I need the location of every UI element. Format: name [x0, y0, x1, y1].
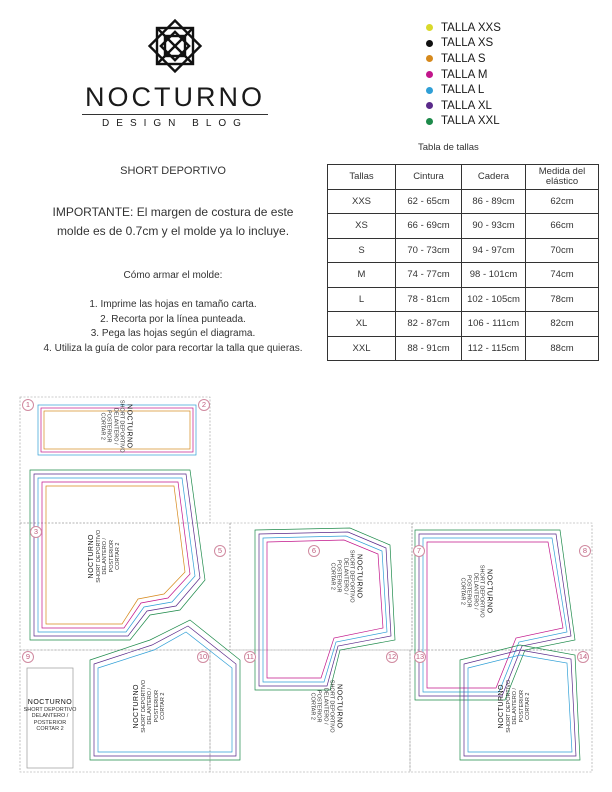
- product-title: SHORT DEPORTIVO: [120, 165, 226, 177]
- piece-label: NOCTURNO SHORT DEPORTIVO DELANTERO / POSTERIOR CORTAR 2: [329, 549, 363, 603]
- legend-item-xl: TALLA XL: [426, 98, 501, 114]
- size-table-title: Tabla de tallas: [418, 142, 479, 153]
- sheet-number: 7: [413, 545, 425, 557]
- table-cell: L: [328, 287, 396, 312]
- table-cell: 82 - 87cm: [396, 312, 462, 337]
- step-item: 2. Recorta por la línea punteada.: [100, 313, 246, 325]
- table-cell: XXS: [328, 189, 396, 214]
- table-cell: S: [328, 238, 396, 263]
- sheet-outline: [20, 523, 230, 650]
- table-cell: XS: [328, 214, 396, 239]
- table-cell: 102 - 105cm: [462, 287, 526, 312]
- table-cell: 66cm: [526, 214, 599, 239]
- seam-allowance-note: IMPORTANTE: El margen de costura de este molde es de 0.7cm y el molde ya lo incluye.: [52, 205, 294, 238]
- table-cell: 88cm: [526, 336, 599, 361]
- table-cell: 62 - 65cm: [396, 189, 462, 214]
- legend-item-s: TALLA S: [426, 51, 501, 67]
- table-cell: XL: [328, 312, 396, 337]
- piece-label: NOCTURNO SHORT DEPORTIVO DELANTERO / POSTERIOR CORTAR 2: [87, 529, 121, 583]
- table-header: Cintura: [396, 165, 462, 190]
- step-item: 4. Utiliza la guía de color para recortar la talla que quieras.: [43, 342, 303, 354]
- table-cell: 98 - 101cm: [462, 263, 526, 288]
- table-cell: 74 - 77cm: [396, 263, 462, 288]
- step-item: 3. Pega las hojas según el diagrama.: [90, 328, 256, 339]
- piece-label: NOCTURNO SHORT DEPORTIVO DELANTERO / POSTERIOR CORTAR 2: [99, 399, 133, 453]
- table-cell: 82cm: [526, 312, 599, 337]
- piece-label: NOCTURNO SHORT DEPORTIVO DELANTERO / POSTERIOR CORTAR 2: [459, 564, 493, 618]
- table-cell: 112 - 115cm: [462, 336, 526, 361]
- table-cell: 70 - 73cm: [396, 238, 462, 263]
- piece-label-card: NOCTURNO SHORT DEPORTIVO DELANTERO / POSTERIOR CORTAR 2: [23, 699, 77, 732]
- table-cell: 88 - 91cm: [396, 336, 462, 361]
- legend-item-l: TALLA L: [426, 82, 501, 98]
- brand-name: NOCTURNO: [85, 82, 265, 112]
- table-cell: 78 - 81cm: [396, 287, 462, 312]
- table-cell: 66 - 69cm: [396, 214, 462, 239]
- sheet-number: 5: [214, 545, 226, 557]
- sheet-outline: [230, 523, 412, 650]
- table-cell: 90 - 93cm: [462, 214, 526, 239]
- table-cell: 106 - 111cm: [462, 312, 526, 337]
- sheet-number: 8: [579, 545, 591, 557]
- table-cell: 62cm: [526, 189, 599, 214]
- table-cell: 94 - 97cm: [462, 238, 526, 263]
- assembly-title: Cómo armar el molde:: [123, 270, 223, 281]
- sheet-number: 9: [22, 651, 34, 663]
- piece-label: NOCTURNO SHORT DEPORTIVO DELANTERO / POSTERIOR CORTAR 2: [132, 679, 166, 733]
- sheet-number: 6: [308, 545, 320, 557]
- table-cell: 86 - 89cm: [462, 189, 526, 214]
- front-piece-right: [415, 530, 575, 700]
- table-cell: M: [328, 263, 396, 288]
- sheet-number: 10: [198, 652, 208, 661]
- legend-item-xxs: TALLA XXS: [426, 20, 501, 36]
- sheet-number: 1: [22, 399, 34, 411]
- table-cell: 70cm: [526, 238, 599, 263]
- legend-item-xxl: TALLA XXL: [426, 114, 501, 130]
- table-header: Cadera: [462, 165, 526, 190]
- sheet-number: 11: [244, 651, 256, 663]
- table-cell: 78cm: [526, 287, 599, 312]
- sheet-number: 2: [198, 399, 210, 411]
- sheet-number: 3: [30, 526, 42, 538]
- piece-label: NOCTURNO SHORT DEPORTIVO DELANTERO / POSTERIOR CORTAR 2: [497, 679, 531, 733]
- table-cell: XXL: [328, 336, 396, 361]
- front-piece-left: [255, 528, 395, 690]
- sheet-number: 12: [387, 652, 397, 661]
- sheet-number: 13: [415, 652, 425, 661]
- step-item: 1. Imprime las hojas en tamaño carta.: [89, 299, 257, 310]
- table-header: Tallas: [328, 165, 396, 190]
- table-header: Medida del elástico: [526, 165, 599, 190]
- piece-label: NOCTURNO SHORT DEPORTIVO DELANTERO / POSTERIOR CORTAR 2: [309, 679, 343, 733]
- legend-item-m: TALLA M: [426, 67, 501, 83]
- sheet-number: 14: [578, 652, 588, 661]
- legend-item-xs: TALLA XS: [426, 36, 501, 52]
- table-cell: 74cm: [526, 263, 599, 288]
- brand-tagline: DESIGN BLOG: [102, 118, 248, 129]
